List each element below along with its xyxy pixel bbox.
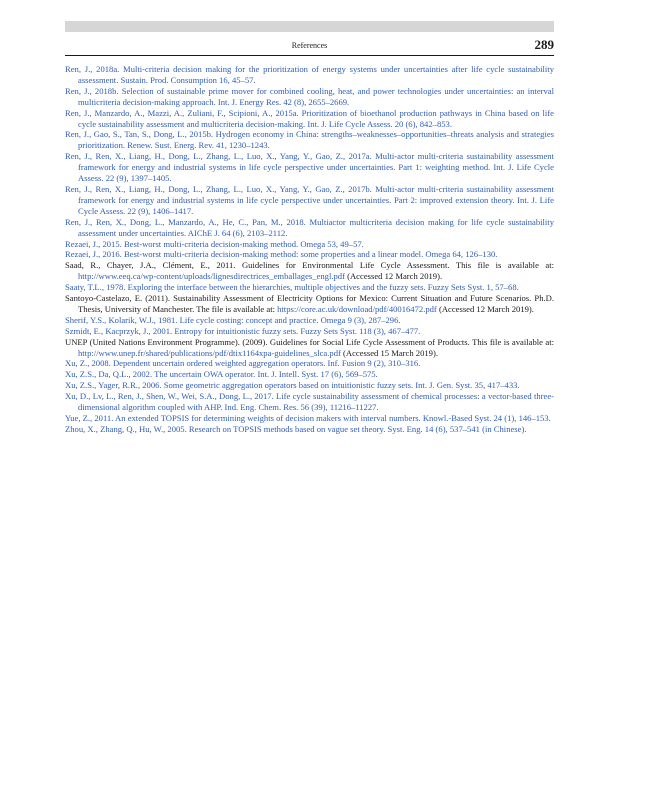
reference-text: UNEP (United Nations Environment Programme). (2009). Guidelines for Social Life Cycle Assessment of Products. This file is available at: xyxy=(65,336,554,347)
reference-entry[interactable] xyxy=(65,391,554,413)
header-bar xyxy=(65,21,554,32)
reference-entry[interactable] xyxy=(65,239,554,250)
reference-entry[interactable] xyxy=(65,413,554,424)
reference-entry[interactable] xyxy=(65,380,554,391)
reference-url-link[interactable]: https://core.ac.uk/download/pdf/40016472.pdf xyxy=(277,303,437,314)
reference-entry[interactable] xyxy=(65,86,554,108)
reference-entry[interactable] xyxy=(65,129,554,151)
running-head xyxy=(65,37,554,56)
reference-accessed-note: (Accessed 15 March 2019). xyxy=(340,347,438,358)
page-number: 289 xyxy=(534,37,554,52)
reference-entry[interactable] xyxy=(65,424,554,435)
reference-text: Ren, J., Manzardo, A., Mazzi, A., Zuliani, F., Scipioni, A., 2015a. Prioritization of bioethanol production pathways in China based on life cycle sustainability assessment and multicriteria decision-making. Int. J. Life Cycle Assess. 20 (6), 842–853. xyxy=(65,107,554,129)
reference-text: Ren, J., 2018b. Selection of sustainable prime mover for combined cooling, heat, and power technologies under uncertainties: an interval multicriteria decision-making approach. Int. J. Energy Res. 42 (8), 2655–2669. xyxy=(65,85,554,107)
reference-entry[interactable] xyxy=(65,151,554,184)
reference-text: Xu, Z.S., Yager, R.R., 2006. Some geometric aggregation operators based on intuitionistic fuzzy sets. Int. J. Gen. Syst. 35, 417–433. xyxy=(65,380,520,391)
reference-text: Ren, J., Ren, X., Dong, L., Manzardo, A., He, C., Pan, M., 2018. Multiactor multicriteria decision making for life cycle sustainability assessment under uncertainties. AIChE J. 64 (6), 2103–2112. xyxy=(65,216,554,238)
reference-text: Ren, J., 2018a. Multi-criteria decision making for the prioritization of energy systems under uncertainties after life cycle sustainability assessment. Sustain. Prod. Consumption 16, 45–57. xyxy=(65,64,554,85)
section-title: References xyxy=(291,41,328,50)
reference-text: Zhou, X., Zhang, Q., Hu, W., 2005. Research on TOPSIS methods based on vague set theory. Syst. Eng. 14 (6), 537–541 (in Chinese). xyxy=(65,423,527,434)
reference-accessed-note: (Accessed 12 March 2019). xyxy=(344,271,443,282)
reference-text: Rezaei, J., 2015. Best-worst multi-criteria decision-making method. Omega 53, 49–57. xyxy=(65,238,364,249)
reference-text: Xu, Z., 2008. Dependent uncertain ordered weighted aggregation operators. Inf. Fusion 9 (2), 310–316. xyxy=(65,358,421,369)
reference-text: Ren, J., Ren, X., Liang, H., Dong, L., Zhang, L., Luo, X., Yang, Y., Gao, Z., 2017b. Multi-actor multi-criteria sustainability assessment framework for energy and industrial systems in life cycle perspective under uncertainties. Part 2: improved extension theory. Int. J. Life Cycle Assess. 22 (9), 1406–1417. xyxy=(65,183,554,216)
reference-text: Rezaei, J., 2016. Best-worst multi-criteria decision-making method: some properties and a linear model. Omega 64, 126–130. xyxy=(65,249,498,260)
reference-entry[interactable] xyxy=(65,358,554,369)
reference-list xyxy=(65,64,554,435)
reference-url-link[interactable]: http://www.unep.fr/shared/publications/pdf/dtix1164xpa-guidelines_slca.pdf xyxy=(78,347,341,358)
reference-text: Xu, Z.S., Da, Q.L., 2002. The uncertain OWA operator. Int. J. Intell. Syst. 17 (6), 569–575. xyxy=(65,369,378,380)
reference-text: Szmidt, E., Kacprzyk, J., 2001. Entropy for intuitionistic fuzzy sets. Fuzzy Sets Syst. 118 (3), 467–477. xyxy=(65,325,421,336)
reference-accessed-note: (Accessed 12 March 2019). xyxy=(436,303,534,314)
reference-entry[interactable] xyxy=(65,184,554,217)
reference-text: Santoyo-Castelazo, E. (2011). Sustainability Assessment of Electricity Options for Mexico: Current Situation and Future Scenarios. Ph.D. Thesis, University of Manchester. The file is available at: xyxy=(65,293,554,314)
reference-entry[interactable] xyxy=(65,369,554,380)
reference-url-link[interactable]: http://www.eeq.ca/wp-content/uploads/lignesdirectrices_emballages_engl.pdf xyxy=(78,271,345,282)
reference-text: Ren, J., Ren, X., Liang, H., Dong, L., Zhang, L., Luo, X., Yang, Y., Gao, Z., 2017a. Multi-actor multi-criteria sustainability assessment framework for energy and industrial systems in life cycle perspective under uncertainties. Part 1: weighting method. Int. J. Life Cycle Assess. 22 (9), 1397–1405. xyxy=(65,151,554,184)
reference-entry[interactable] xyxy=(65,282,554,293)
reference-entry xyxy=(65,293,554,315)
reference-text: Saad, R., Chayer, J.A., Clément, E., 2011. Guidelines for Environmental Life Cycle Assessment. This file is available at: xyxy=(65,260,554,271)
reference-entry[interactable] xyxy=(65,326,554,337)
reference-text: Yue, Z., 2011. An extended TOPSIS for determining weights of decision makers with interval numbers. Knowl.-Based Syst. 24 (1), 146–153. xyxy=(65,413,551,423)
reference-entry[interactable] xyxy=(65,249,554,260)
reference-text: Ren, J., Gao, S., Tan, S., Dong, L., 2015b. Hydrogen economy in China: strengths–weaknesses–opportunities–threats analysis and strategies prioritization. Renew. Sust. Energ. Rev. 41, 1230–1243. xyxy=(65,129,554,151)
reference-entry[interactable] xyxy=(65,217,554,239)
reference-entry xyxy=(65,337,554,359)
reference-text: Saaty, T.L., 1978. Exploring the interface between the hierarchies, multiple objectives and the fuzzy sets. Fuzzy Sets Syst. 1, 57–68. xyxy=(65,282,519,293)
reference-entry[interactable] xyxy=(65,64,554,86)
reference-entry[interactable] xyxy=(65,108,554,130)
reference-entry xyxy=(65,260,554,282)
reference-text: Sherif, Y.S., Kolarik, W.J., 1981. Life cycle costing: concept and practice. Omega 9 (3), 287–296. xyxy=(65,314,401,325)
reference-text: Xu, D., Lv, L., Ren, J., Shen, W., Wei, S.A., Dong, L., 2017. Life cycle sustainability assessment of chemical processes: a vector-based three-dimensional algorithm coupled with AHP. Ind. Eng. Chem. Res. 56 (39), 11216–11227. xyxy=(65,391,554,413)
reference-entry[interactable] xyxy=(65,315,554,326)
